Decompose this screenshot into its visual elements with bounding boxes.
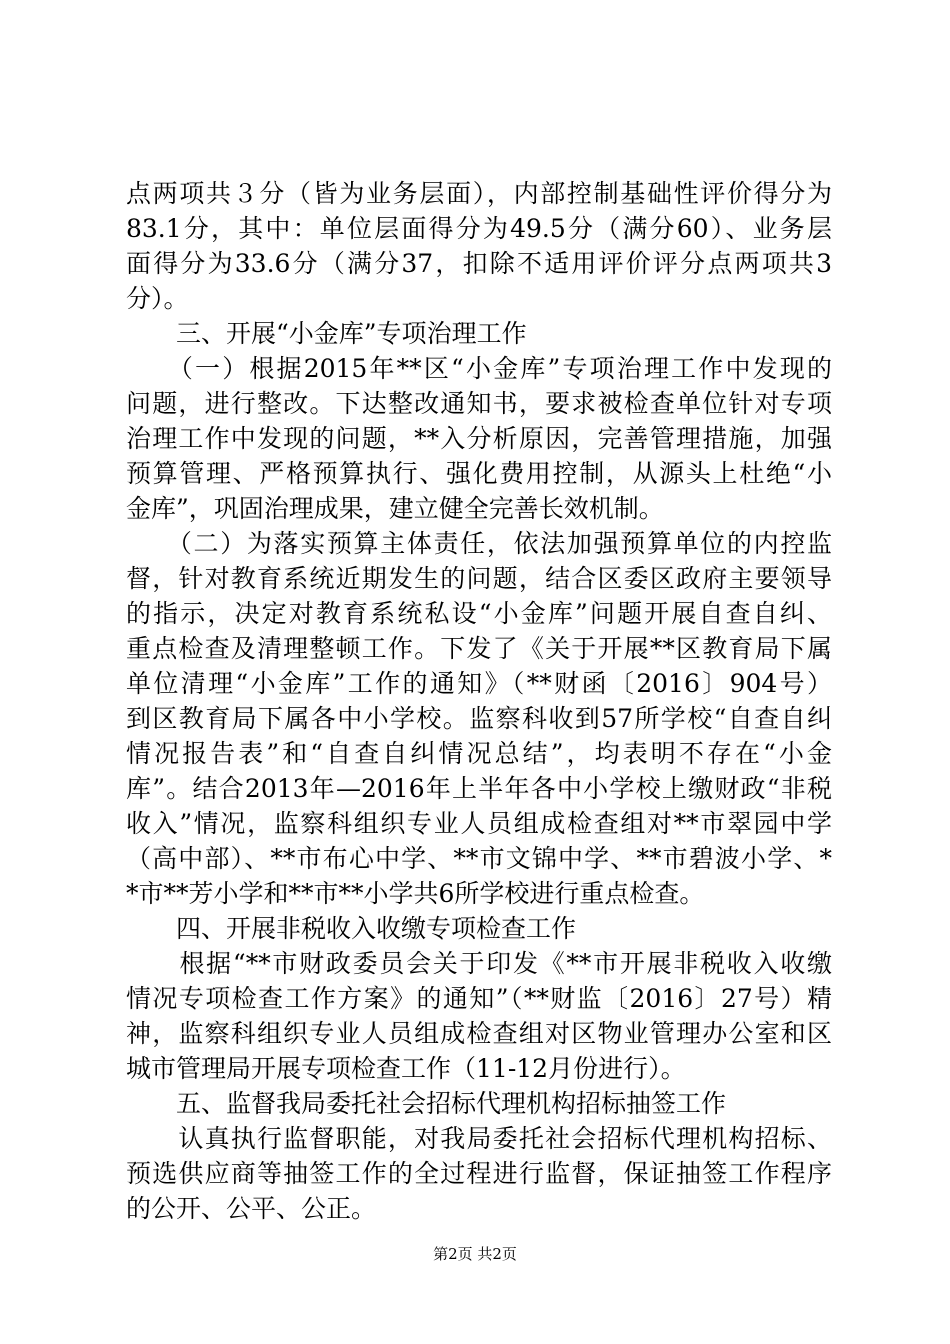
page-footer: 第2页 共2页 bbox=[433, 1245, 517, 1263]
text-line: 预选供应商等抽签工作的全过程进行监督，保证抽签工作程序 bbox=[126, 1159, 832, 1188]
text-line: 预算管理、严格预算执行、强化费用控制，从源头上杜绝“小 bbox=[126, 459, 832, 488]
text-line: 点两项共３分（皆为业务层面），内部控制基础性评价得分为 bbox=[126, 179, 832, 208]
text-line: 面得分为33.6分（满分37，扣除不适用评价评分点两项共3 bbox=[126, 249, 832, 278]
text-line: 认真执行监督职能，对我局委托社会招标代理机构招标、 bbox=[126, 1124, 832, 1153]
text-line: 的指示，决定对教育系统私设“小金库”问题开展自查自纠、 bbox=[126, 599, 832, 628]
text-line: 收入”情况，监察科组织专业人员组成检查组对**市翠园中学 bbox=[126, 809, 832, 838]
text-line: 到区教育局下属各中小学校。监察科收到57所学校“自查自纠 bbox=[126, 704, 832, 733]
text-line: 重点检查及清理整顿工作。下发了《关于开展**区教育局下属 bbox=[126, 634, 832, 663]
text-line: 四、开展非税收入收缴专项检查工作 bbox=[126, 914, 577, 943]
text-line: 情况专项检查工作方案》的通知”（**财监〔2016〕27号）精 bbox=[126, 984, 832, 1013]
text-line: 的公开、公平、公正。 bbox=[126, 1194, 377, 1223]
text-line: 库”。结合2013年—2016年上半年各中小学校上缴财政“非税 bbox=[126, 774, 832, 803]
text-line: 单位清理“小金库”工作的通知》（**财函〔2016〕904号） bbox=[126, 669, 832, 698]
text-line: 城市管理局开展专项检查工作（11-12月份进行）。 bbox=[126, 1054, 686, 1083]
text-line: 83.1分，其中：单位层面得分为49.5分（满分60）、业务层 bbox=[126, 214, 832, 243]
text-line: （高中部）、**市布心中学、**市文锦中学、**市碧波小学、* bbox=[126, 844, 832, 873]
document-body bbox=[126, 176, 832, 1226]
text-line: 督，针对教育系统近期发生的问题，结合区委区政府主要领导 bbox=[126, 564, 832, 593]
text-line: *市**芳小学和**市**小学共6所学校进行重点检查。 bbox=[126, 879, 705, 908]
text-line: 五、监督我局委托社会招标代理机构招标抽签工作 bbox=[126, 1089, 727, 1118]
text-line: （一）根据2015年**区“小金库”专项治理工作中发现的 bbox=[126, 354, 832, 383]
text-line: 金库”，巩固治理成果，建立健全完善长效机制。 bbox=[126, 494, 664, 523]
text-line: 问题，进行整改。下达整改通知书，要求被检查单位针对专项 bbox=[126, 389, 832, 418]
text-line: 分）。 bbox=[126, 284, 189, 313]
text-line: 治理工作中发现的问题，**入分析原因，完善管理措施，加强 bbox=[126, 424, 832, 453]
text-line: 情况报告表”和“自查自纠情况总结”，均表明不存在“小金 bbox=[126, 739, 832, 768]
text-line: 神，监察科组织专业人员组成检查组对区物业管理办公室和区 bbox=[126, 1019, 832, 1048]
text-line: （二）为落实预算主体责任，依法加强预算单位的内控监 bbox=[126, 529, 832, 558]
text-line: 根据“**市财政委员会关于印发《**市开展非税收入收缴 bbox=[126, 949, 832, 978]
text-line: 三、开展“小金库”专项治理工作 bbox=[126, 319, 527, 348]
